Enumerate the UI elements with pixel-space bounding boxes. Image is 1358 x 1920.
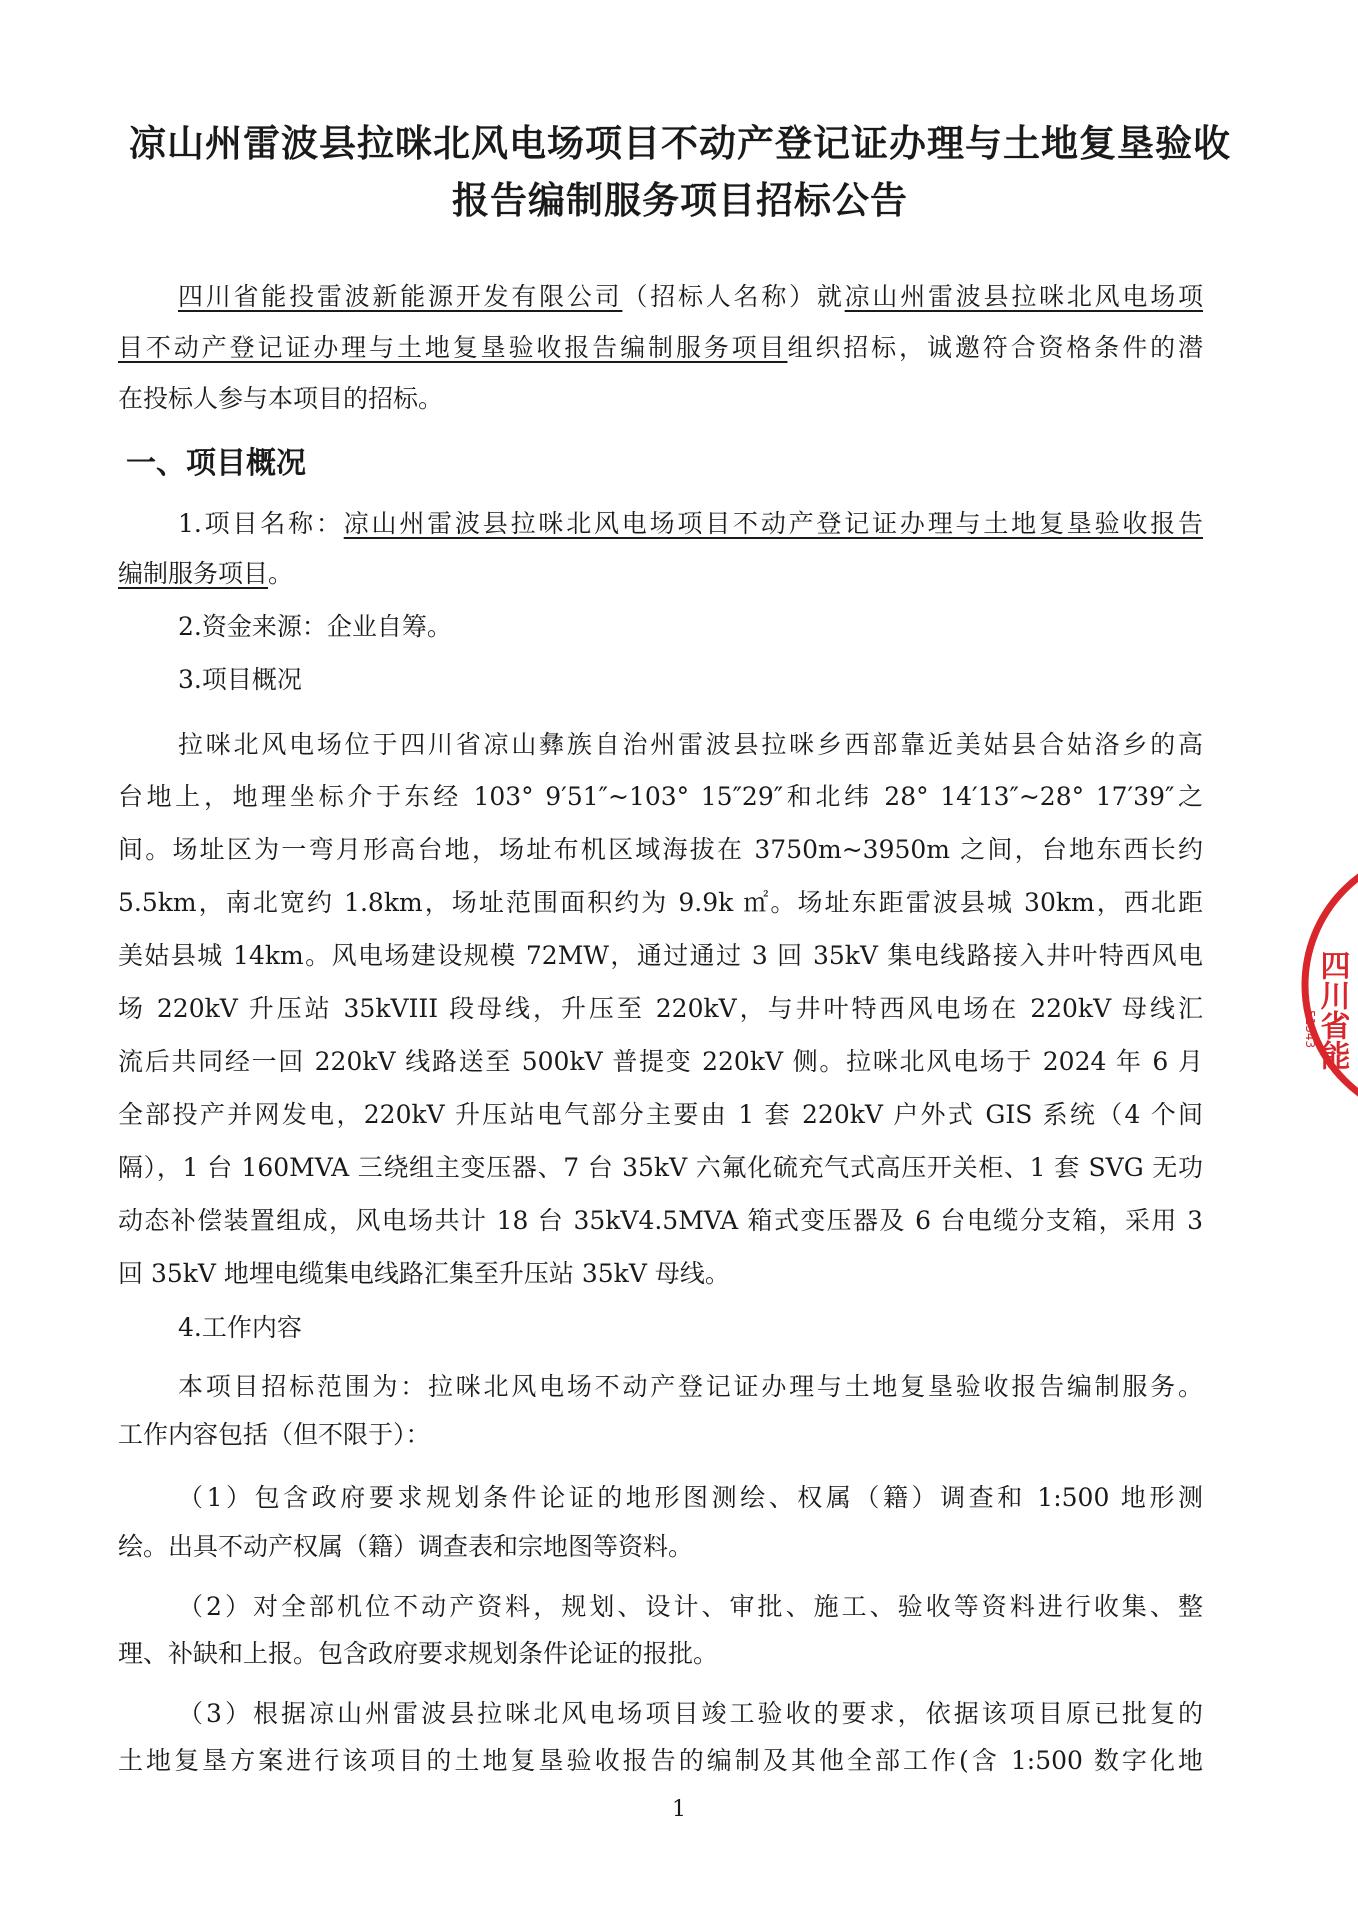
page-number: 1 (672, 1797, 686, 1822)
item-4: 4.工作内容 (178, 1313, 302, 1342)
overview-line: 全部投产并网发电，220kV 升压站电气部分主要由 1 套 220kV 户外式 GIS 系统（4 个间 (118, 1100, 1203, 1129)
item-3: 3.项目概况 (178, 665, 302, 694)
overview-line: 5.5km，南北宽约 1.8km，场址范围面积约为 9.9k ㎡。场址东距雷波县城 30km，西北距 (118, 888, 1203, 917)
overview-line: 隔），1 台 160MVA 三绕组主变压器、7 台 35kV 六氟化硫充气式高压开关柜、1 套 SVG 无功 (118, 1153, 1203, 1182)
intro-invite: 组织招标，诚邀符合资格条件的潜 (787, 333, 1203, 362)
scope-line-2: 工作内容包括（但不限于）： (118, 1420, 431, 1449)
tenderer-label: （招标人名称）就 (622, 282, 845, 311)
overview-line: 美姑县城 14km。风电场建设规模 72MW，通过通过 3 回 35kV 集电线路接入井叶特西风电 (118, 941, 1203, 970)
work-item-3-line-2: 土地复垦方案进行该项目的土地复垦验收报告的编制及其他全部工作(含 1:500 数字化地 (118, 1746, 1203, 1775)
work-item-1-line-1: （1）包含政府要求规划条件论证的地形图测绘、权属（籍）调查和 1:500 地形测 (178, 1483, 1203, 1512)
overview-line: 场 220kV 升压站 35kVIII 段母线，升压至 220kV，与井叶特西风电场在 220kV 母线汇 (118, 994, 1203, 1023)
work-item-1-line-2: 绘。出具不动产权属（籍）调查表和宗地图等资料。 (118, 1532, 694, 1561)
title-line-1: 凉山州雷波县拉咪北风电场项目不动产登记证办理与土地复垦验收 (129, 122, 1231, 165)
section-heading: 一、项目概况 (126, 446, 306, 481)
project-name-part-1: 凉山州雷波县拉咪北风电场项 (844, 282, 1203, 311)
seal-code: 51343 (1303, 1010, 1317, 1049)
intro-line-3: 在投标人参与本项目的招标。 (118, 384, 444, 413)
item-1-value-a: 凉山州雷波县拉咪北风电场项目不动产登记证办理与土地复垦验收报告 (343, 509, 1203, 538)
scope-line-1: 本项目招标范围为：拉咪北风电场不动产登记证办理与土地复垦验收报告编制服务。 (178, 1372, 1203, 1401)
work-item-2-line-1: （2）对全部机位不动产资料，规划、设计、审批、施工、验收等资料进行收集、整 (178, 1592, 1203, 1621)
intro-line-2 (118, 331, 1203, 365)
overview-line: 间。场址区为一弯月形高台地，场址布机区域海拔在 3750m~3950m 之间，台地东西长约 (118, 835, 1203, 864)
seal-text: 四川省能 (1314, 950, 1350, 1070)
item-1-label: 1.项目名称： (178, 509, 344, 538)
overview-line: 台地上，地理坐标介于东经 103° 9′51″~103° 15″29″和北纬 28° 14′13″~28° 17′39″之 (118, 782, 1203, 811)
item-1-value-b: 编制服务项目 (118, 559, 269, 588)
company-seal (1290, 870, 1358, 1100)
title-line-2: 报告编制服务项目招标公告 (452, 179, 908, 222)
overview-line: 流后共同经一回 220kV 线路送至 500kV 普提变 220kV 侧。拉咪北风电场于 2024 年 6 月 (118, 1047, 1203, 1076)
intro-line-1 (178, 280, 1203, 314)
work-item-3-line-1: （3）根据凉山州雷波县拉咪北风电场项目竣工验收的要求，依据该项目原已批复的 (178, 1699, 1203, 1728)
item-1-line-1 (178, 507, 1203, 541)
overview-line: 回 35kV 地埋电缆集电线路汇集至升压站 35kV 母线。 (118, 1259, 730, 1288)
tenderer-name: 四川省能投雷波新能源开发有限公司 (178, 282, 623, 311)
overview-line: 拉咪北风电场位于四川省凉山彝族自治州雷波县拉咪乡西部靠近美姑县合姑洛乡的高 (178, 730, 1203, 759)
item-2: 2.资金来源：企业自筹。 (178, 612, 452, 641)
work-item-2-line-2: 理、补缺和上报。包含政府要求规划条件论证的报批。 (118, 1639, 719, 1668)
overview-line: 动态补偿装置组成，风电场共计 18 台 35kV4.5MVA 箱式变压器及 6 台电缆分支箱，采用 3 (118, 1206, 1203, 1235)
project-name-part-2: 目不动产登记证办理与土地复垦验收报告编制服务项目 (118, 333, 788, 362)
item-1-line-2: 编制服务项目。 (118, 559, 294, 588)
